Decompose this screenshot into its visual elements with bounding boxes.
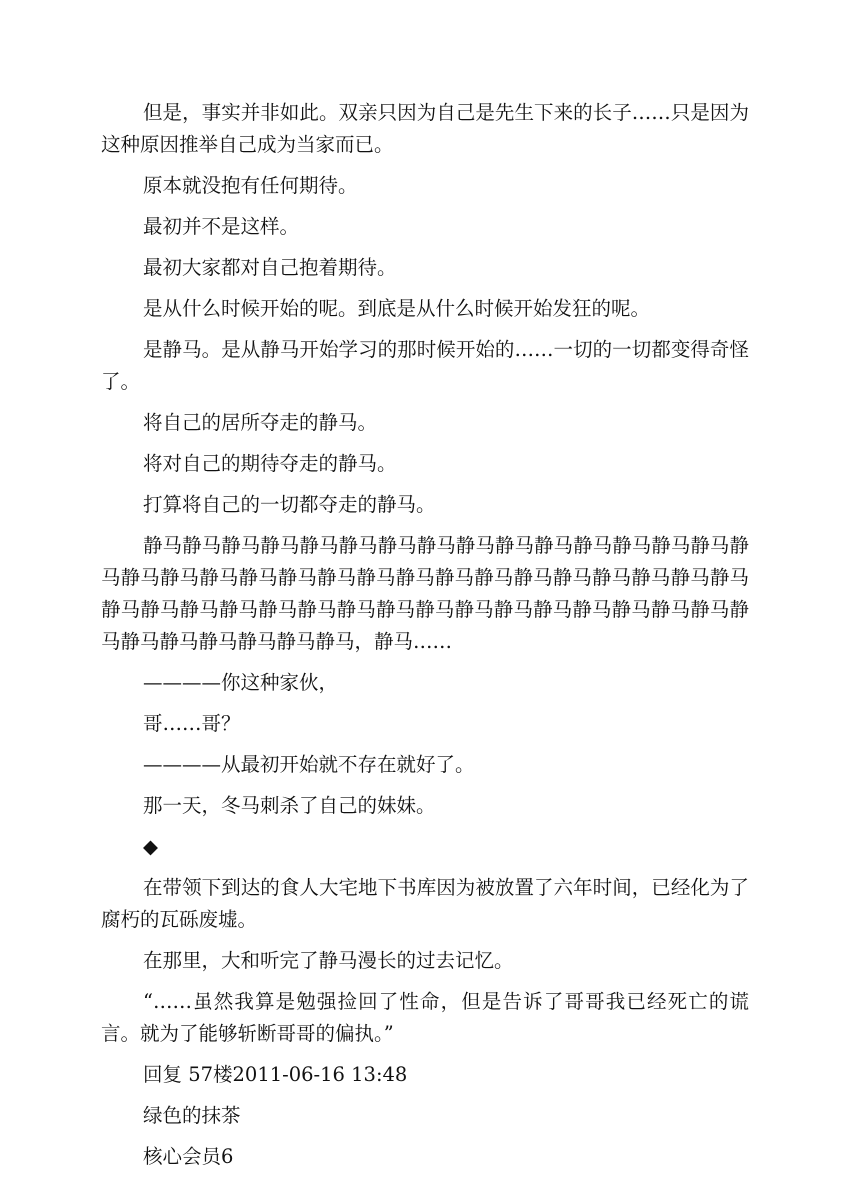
document-page	[101, 97, 749, 1182]
section-divider: ◆	[143, 835, 158, 858]
paragraph: 在带领下到达的食人大宅地下书库因为被放置了六年时间，已经化为了腐朽的瓦砾废墟。	[101, 876, 749, 931]
paragraph: 将对自己的期待夺走的静马。	[143, 452, 397, 475]
paragraph: 是从什么时候开始的呢。到底是从什么时候开始发狂的呢。	[143, 297, 651, 320]
author-rank: 核心会员6	[143, 1145, 234, 1168]
dialogue-line: 哥……哥？	[143, 712, 241, 735]
paragraph: 最初并不是这样。	[143, 215, 300, 238]
dialogue-line: “……虽然我算是勉强捡回了性命，但是告诉了哥哥我已经死亡的谎言。就为了能够斩断哥哥的偏执。”	[101, 990, 749, 1045]
paragraph: 原本就没抱有任何期待。	[143, 174, 358, 197]
post-meta: 回复 57楼2011-06-16 13:48	[143, 1063, 408, 1086]
post-author: 绿色的抹茶	[143, 1104, 241, 1127]
paragraph: 静马静马静马静马静马静马静马静马静马静马静马静马静马静马静马静马静马静马静马静马静马静马静马静马静马静马静马静马静马静马静马静马静马静马静马静马静马静马静马静马静马静马静马静马静马静马静马静马静马静马静马静马静马静马静马，静马……	[101, 534, 749, 653]
paragraph: 是静马。是从静马开始学习的那时候开始的……一切的一切都变得奇怪了。	[101, 338, 749, 393]
paragraph: 打算将自己的一切都夺走的静马。	[143, 493, 436, 516]
paragraph: 将自己的居所夺走的静马。	[143, 411, 378, 434]
dialogue-line: ————你这种家伙，	[143, 671, 339, 694]
paragraph: 在那里，大和听完了静马漫长的过去记忆。	[143, 949, 514, 972]
paragraph: 最初大家都对自己抱着期待。	[143, 256, 397, 279]
paragraph: 那一天，冬马刺杀了自己的妹妹。	[143, 794, 436, 817]
paragraph: 但是，事实并非如此。双亲只因为自己是先生下来的长子……只是因为这种原因推举自己成为当家而已。	[101, 101, 749, 156]
dialogue-line: ————从最初开始就不存在就好了。	[143, 753, 475, 776]
